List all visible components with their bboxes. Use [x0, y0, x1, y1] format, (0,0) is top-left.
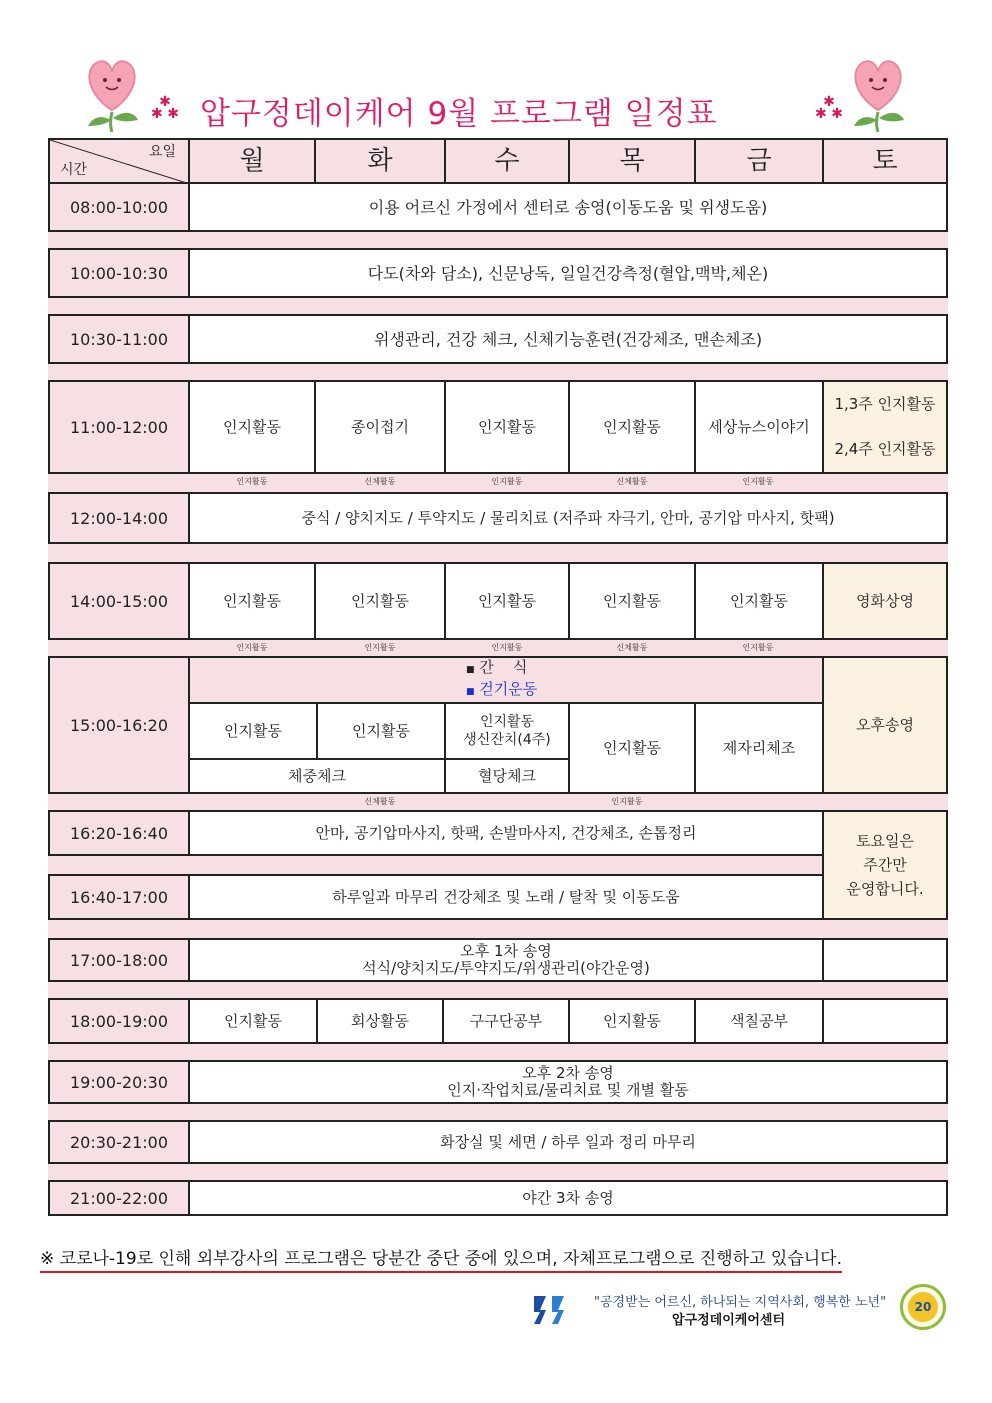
spacer-band [48, 982, 948, 998]
spacer-band [48, 364, 948, 380]
center-name: 압구정데이케어센터 [672, 1313, 786, 1328]
heart-flower-icon-right [846, 52, 910, 132]
spacer-band [48, 1164, 948, 1180]
sat-notice-line: 운영합니다. [846, 880, 924, 898]
category-tag: 인지활동 [491, 643, 523, 652]
sparkle-icon-left: ✱ ✱ ✱ [151, 94, 179, 122]
time-1400: 14:00-15:00 [48, 562, 190, 640]
activity-1620: 안마, 공기압마사지, 핫팩, 손발마사지, 건강체조, 손톱정리 [188, 810, 824, 856]
activity-1200: 중식 / 양치지도 / 투약지도 / 물리치료 (저주파 자극기, 안마, 공기압 마사지, 핫팩) [188, 492, 948, 544]
day-header-thu: 목 [568, 138, 696, 184]
center-logo-icon [530, 1290, 572, 1330]
cell-1800-fri: 색칠공부 [694, 998, 824, 1044]
activity-1900-line1: 오후 2차 송영 [522, 1064, 614, 1082]
sat-notice-line: 토요일은 [856, 832, 914, 850]
time-2100: 21:00-22:00 [48, 1180, 190, 1216]
time-1100: 11:00-12:00 [48, 380, 190, 474]
spacer-band [48, 920, 948, 938]
walk-label: 걷기운동 [479, 680, 538, 698]
time-1500: 15:00-16:20 [48, 656, 190, 794]
cell-1800-sat [822, 998, 948, 1044]
time-2030: 20:30-21:00 [48, 1120, 190, 1164]
cell-1100-mon: 인지활동 [188, 380, 316, 474]
cell-1400-fri: 인지활동 [694, 562, 824, 640]
day-header-wed: 수 [444, 138, 570, 184]
cell-1100-tue: 종이접기 [314, 380, 446, 474]
cell-1100-sat [822, 380, 948, 474]
cell-1100-fri: 세상뉴스이야기 [694, 380, 824, 474]
time-1030: 10:30-11:00 [48, 314, 190, 364]
walk-item [466, 680, 546, 702]
cell-1500-wed [444, 702, 570, 760]
time-1000: 10:00-10:30 [48, 248, 190, 298]
cell-1100-wed: 인지활동 [444, 380, 570, 474]
spacer-band [48, 794, 948, 810]
time-1700: 17:00-18:00 [48, 938, 190, 982]
category-tag: 인지활동 [742, 643, 774, 652]
activity-0800: 이용 어르신 가정에서 센터로 송영(이동도움 및 위생도움) [188, 182, 948, 232]
category-tag: 인지활동 [611, 797, 643, 806]
time-1900: 19:00-20:30 [48, 1060, 190, 1104]
time-1620: 16:20-16:40 [48, 810, 190, 856]
sat-week-13: 1,3주 인지활동 [834, 395, 936, 413]
snack-label: 간 식 [479, 658, 528, 676]
time-1200: 12:00-14:00 [48, 492, 190, 544]
time-label: 시간 [60, 162, 88, 178]
weight-check: 체중체크 [188, 758, 446, 794]
cell-1500-thu: 인지활동 [568, 702, 696, 794]
cell-1700-sat [822, 938, 948, 982]
cell-1800-tue: 회상활동 [316, 998, 444, 1044]
spacer-band [48, 298, 948, 314]
cell-1500-sat: 오후송영 [822, 656, 948, 794]
bullet-icon: ■ [466, 687, 475, 697]
sparkle-icon-right: ✱ ✱ ✱ [815, 94, 843, 122]
corner-header [48, 138, 190, 184]
heart-flower-icon-left [80, 52, 144, 132]
category-tag: 인지활동 [364, 643, 396, 652]
activity-1000: 다도(차와 담소), 신문낭독, 일일건강측정(혈압,맥박,체온) [188, 248, 948, 298]
spacer-band [48, 232, 948, 248]
category-tag: 인지활동 [742, 477, 774, 486]
sat-notice-line: 주간만 [863, 856, 907, 874]
saturday-notice [822, 810, 948, 920]
activity-1900-line2: 인지·작업치료/물리치료 및 개별 활동 [447, 1081, 689, 1099]
covid-notice: ※ 코로나-19로 인해 외부강사의 프로그램은 당분간 중단 중에 있으며, 자체프로그램으로 진행하고 있습니다. [40, 1244, 842, 1273]
badge-number: 20 [908, 1292, 938, 1322]
snack-item [466, 658, 546, 680]
day-header-tue: 화 [314, 138, 446, 184]
activity-1700-line1: 오후 1차 송영 [460, 942, 552, 960]
anniversary-badge-icon [900, 1284, 946, 1330]
sat-week-24: 2,4주 인지활동 [834, 440, 936, 458]
time-1800: 18:00-19:00 [48, 998, 190, 1044]
wed-activity: 인지활동 [479, 714, 535, 730]
blood-sugar-check: 혈당체크 [444, 758, 570, 794]
category-tag: 인지활동 [236, 643, 268, 652]
category-tag: 신체활동 [364, 797, 396, 806]
spacer-band [48, 544, 948, 562]
cell-1500-fri: 제자리체조 [694, 702, 824, 794]
day-header-sat: 토 [822, 138, 948, 184]
birthday-party: 생신잔치(4주) [463, 732, 551, 748]
day-header-fri: 금 [694, 138, 824, 184]
cell-1500-mon: 인지활동 [188, 702, 318, 760]
slogan: "공경받는 어르신, 하나되는 지역사회, 행복한 노년" [594, 1295, 887, 1310]
cell-1400-sat: 영화상영 [822, 562, 948, 640]
cell-1800-wed: 구구단공부 [442, 998, 570, 1044]
snack-walk-cell [188, 656, 824, 704]
cell-1400-mon: 인지활동 [188, 562, 316, 640]
cell-1500-tue: 인지활동 [316, 702, 446, 760]
spacer-band [48, 1044, 948, 1060]
time-1640: 16:40-17:00 [48, 874, 190, 920]
day-label: 요일 [148, 144, 176, 160]
cell-1400-wed: 인지활동 [444, 562, 570, 640]
spacer-band [48, 856, 824, 874]
time-0800: 08:00-10:00 [48, 182, 190, 232]
cell-1800-mon: 인지활동 [188, 998, 318, 1044]
activity-1700 [188, 938, 824, 982]
day-header-mon: 월 [188, 138, 316, 184]
category-tag: 인지활동 [236, 477, 268, 486]
page-title: 압구정데이케어 9월 프로그램 일정표 [200, 96, 718, 132]
activity-2100: 야간 3차 송영 [188, 1180, 948, 1216]
cell-1400-thu: 인지활동 [568, 562, 696, 640]
activity-1700-line2: 석식/양치지도/투약지도/위생관리(야간운영) [362, 959, 650, 977]
spacer-band [48, 1104, 948, 1120]
bullet-icon: ■ [466, 665, 475, 675]
cell-1400-tue: 인지활동 [314, 562, 446, 640]
cell-1800-thu: 인지활동 [568, 998, 696, 1044]
activity-1030: 위생관리, 건강 체크, 신체기능훈련(건강체조, 맨손체조) [188, 314, 948, 364]
category-tag: 인지활동 [491, 477, 523, 486]
category-tag: 신체활동 [616, 477, 648, 486]
activity-1640: 하루일과 마무리 건강체조 및 노래 / 탈착 및 이동도움 [188, 874, 824, 920]
activity-2030: 화장실 및 세면 / 하루 일과 정리 마무리 [188, 1120, 948, 1164]
category-tag: 신체활동 [364, 477, 396, 486]
activity-1900 [188, 1060, 948, 1104]
cell-1100-thu: 인지활동 [568, 380, 696, 474]
category-tag: 신체활동 [616, 643, 648, 652]
